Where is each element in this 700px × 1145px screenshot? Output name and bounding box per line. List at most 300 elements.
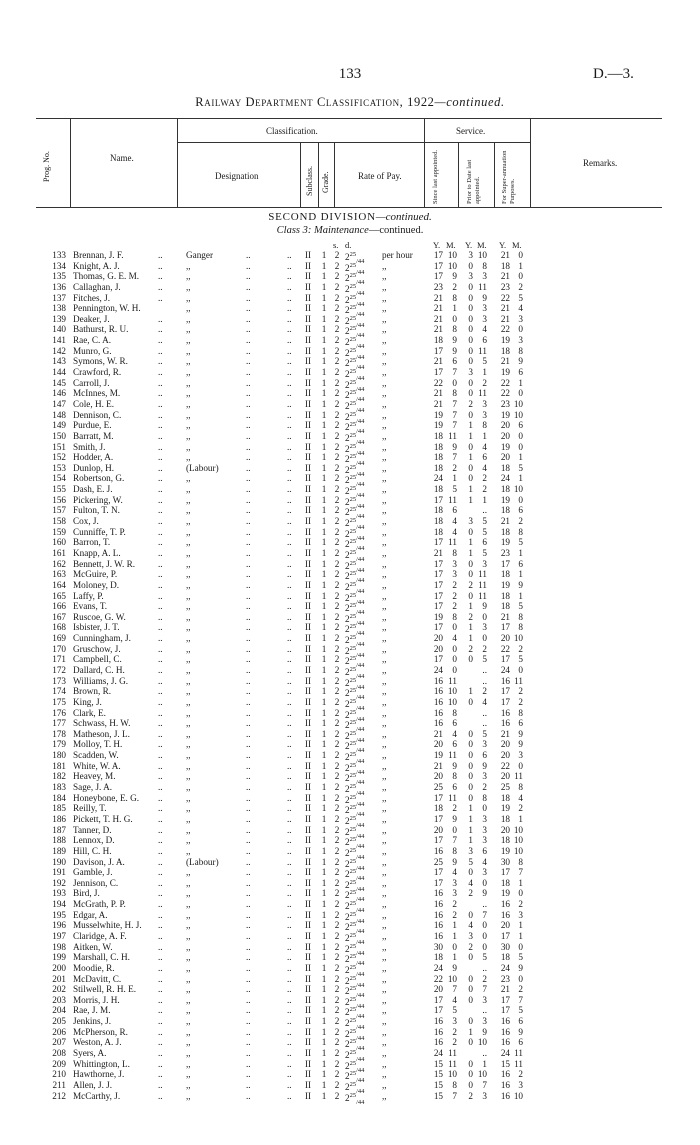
rate-pence: $2^{25}_{/44}$	[345, 910, 365, 925]
leader-dots: ..	[287, 973, 292, 984]
leader-dots: ..	[158, 835, 163, 846]
designation: ,,	[186, 718, 191, 729]
rate-period: ,,	[382, 1069, 387, 1080]
since-last-months: 1	[452, 931, 457, 941]
since-last-months: 7	[452, 1090, 457, 1101]
table-row	[0, 260, 700, 276]
prog-no: 195	[52, 909, 66, 920]
leader-dots: ..	[246, 452, 251, 463]
superannuation-months: 11	[514, 1058, 523, 1069]
unit-y2: Y.	[465, 240, 473, 250]
leader-dots: ..	[158, 760, 163, 771]
leader-dots: ..	[246, 292, 251, 303]
leader-dots: ..	[158, 579, 163, 590]
superannuation-months: 0	[518, 388, 523, 399]
rate-pence: $2^{25}_{/44}$	[345, 410, 365, 425]
leader-dots: ..	[246, 303, 251, 314]
superannuation-months: 0	[518, 494, 523, 505]
employee-name: Dallard, C. H.	[73, 664, 125, 675]
since-last-months: 8	[452, 388, 457, 399]
rate-pence: $2^{25}_{/44}$	[345, 261, 365, 276]
leader-dots: ..	[246, 579, 251, 590]
rate-shillings: 2	[334, 452, 340, 463]
rate-pence: $2^{25}_{/44}$	[345, 921, 365, 936]
leader-dots: ..	[246, 335, 251, 346]
superannuation-months: 0	[518, 324, 523, 335]
since-last-months: 8	[452, 845, 457, 856]
employee-name: Bird, J.	[73, 888, 100, 899]
leader-dots: ..	[246, 654, 251, 665]
superannuation-months: 5	[518, 952, 523, 963]
prior-years: 2	[468, 888, 473, 899]
since-last-months: 2	[452, 1037, 457, 1048]
superannuation-years: 20	[500, 771, 510, 782]
since-last-years: 20	[433, 984, 443, 995]
rate-period: ,,	[382, 1079, 387, 1090]
superannuation-months: 3	[518, 909, 523, 920]
leader-dots: ..	[158, 750, 163, 761]
leader-dots: ..	[158, 420, 163, 431]
rate-period: ,,	[382, 1090, 387, 1101]
employee-name: Evans, T.	[73, 601, 108, 612]
superannuation-years: 18	[500, 462, 510, 473]
prior-months: 9	[482, 601, 487, 612]
since-last-years: 17	[433, 994, 443, 1005]
rate-shillings: 2	[334, 1079, 340, 1090]
leader-dots: ..	[158, 952, 163, 963]
prior-months: 5	[482, 356, 487, 367]
leader-dots: ..	[158, 569, 163, 580]
since-last-months: 4	[452, 516, 457, 527]
table-body	[0, 250, 700, 1106]
superannuation-years: 19	[500, 409, 510, 420]
rate-period: ,,	[382, 941, 387, 952]
prog-no: 146	[52, 388, 66, 399]
since-last-years: 15	[433, 1090, 443, 1101]
prior-months: ..	[482, 505, 487, 516]
prog-no: 189	[52, 845, 66, 856]
since-last-months: 5	[452, 1005, 457, 1016]
leader-dots: ..	[287, 484, 292, 495]
designation: ,,	[186, 484, 191, 495]
leader-dots: ..	[287, 952, 292, 963]
leader-dots: ..	[158, 771, 163, 782]
since-last-months: 9	[452, 441, 457, 452]
rate-pence: $2^{25}_{/44}$	[345, 251, 365, 265]
prog-no: 169	[52, 633, 66, 644]
prior-months: 2	[482, 484, 487, 495]
prior-years: 0	[468, 973, 473, 984]
class-label: Class 3:	[276, 225, 312, 236]
leader-dots: ..	[287, 473, 292, 484]
designation: ,,	[186, 398, 191, 409]
superannuation-years: 18	[500, 601, 510, 612]
designation: ,,	[186, 1037, 191, 1048]
prior-months: 10	[477, 250, 487, 260]
prog-no: 148	[52, 409, 66, 420]
superannuation-months: 1	[518, 547, 523, 558]
superannuation-months: 1	[518, 931, 523, 941]
superannuation-months: 2	[518, 899, 523, 910]
superannuation-months: 10	[513, 1090, 523, 1101]
leader-dots: ..	[158, 537, 163, 548]
prior-years: 0	[468, 473, 473, 484]
table-row	[0, 473, 700, 489]
table-row	[0, 728, 700, 744]
grade: 1	[321, 526, 327, 537]
prog-no: 200	[52, 962, 66, 973]
designation: ,,	[186, 420, 191, 431]
prog-no: 142	[52, 345, 66, 356]
prog-no: 153	[52, 462, 66, 473]
rate-shillings: 2	[334, 803, 340, 814]
subclass: II	[304, 537, 312, 548]
prog-no: 194	[52, 899, 66, 910]
grade: 1	[321, 281, 327, 292]
table-row	[0, 526, 700, 542]
leader-dots: ..	[287, 441, 292, 452]
unit-m3: M.	[512, 240, 522, 250]
rate-pence: $2^{25}_{/44}$	[345, 761, 365, 776]
prior-months: 5	[482, 547, 487, 558]
leader-dots: ..	[158, 505, 163, 516]
prior-years: 0	[468, 335, 473, 346]
subclass: II	[304, 335, 312, 346]
superannuation-years: 21	[500, 356, 510, 367]
prior-months: 8	[482, 260, 487, 271]
rate-pence: $2^{25}_{/44}$	[345, 751, 365, 765]
leader-dots: ..	[246, 430, 251, 441]
leader-dots: ..	[246, 888, 251, 899]
table-row	[0, 888, 700, 904]
unit-s: s.	[333, 240, 339, 250]
leader-dots: ..	[287, 1048, 292, 1059]
employee-name: Barron, T.	[73, 537, 111, 548]
rate-period: ,,	[382, 973, 387, 984]
grade: 1	[321, 398, 327, 409]
designation: ,,	[186, 760, 191, 771]
designation: ,,	[186, 728, 191, 739]
subclass: II	[304, 377, 312, 388]
subclass: II	[304, 899, 312, 910]
leader-dots: ..	[158, 728, 163, 739]
leader-dots: ..	[158, 526, 163, 537]
employee-name: Marshall, C. H.	[73, 952, 130, 963]
employee-name: Barratt, M.	[73, 430, 114, 441]
superannuation-years: 20	[500, 633, 510, 644]
superannuation-months: 7	[518, 867, 523, 878]
prior-months: 2	[482, 643, 487, 654]
since-last-years: 16	[433, 1037, 443, 1048]
prog-no: 179	[52, 739, 66, 750]
since-last-years: 17	[433, 792, 443, 803]
since-last-years: 25	[433, 856, 443, 867]
subclass: II	[304, 782, 312, 793]
subclass: II	[304, 739, 312, 750]
rate-period: ,,	[382, 728, 387, 739]
prior-years: 0	[468, 345, 473, 356]
since-last-years: 16	[433, 686, 443, 697]
employee-name: Laffy, P.	[73, 590, 104, 601]
rate-shillings: 2	[334, 537, 340, 548]
superannuation-months: 1	[518, 590, 523, 601]
superannuation-months: 2	[518, 516, 523, 527]
rate-shillings: 2	[334, 271, 340, 282]
since-last-months: 4	[452, 867, 457, 878]
leader-dots: ..	[287, 462, 292, 473]
employee-name: White, W. A.	[73, 760, 121, 771]
rate-shillings: 2	[334, 654, 340, 665]
superannuation-years: 16	[500, 718, 510, 729]
leader-dots: ..	[287, 920, 292, 931]
since-last-years: 16	[433, 718, 443, 729]
since-last-months: 0	[452, 941, 457, 952]
leader-dots: ..	[287, 994, 292, 1005]
grade: 1	[321, 484, 327, 495]
superannuation-years: 23	[500, 973, 510, 984]
superannuation-years: 19	[500, 537, 510, 548]
prior-years: 0	[468, 1079, 473, 1090]
rate-period: ,,	[382, 654, 387, 665]
designation: ,,	[186, 696, 191, 707]
employee-name: Bathurst, R. U.	[73, 324, 129, 335]
prior-years: 0	[468, 303, 473, 314]
leader-dots: ..	[158, 941, 163, 952]
rate-shillings: 2	[334, 792, 340, 803]
prior-years: 1	[468, 420, 473, 431]
rate-period: ,,	[382, 335, 387, 346]
rate-pence: $2^{25}_{/44}$	[345, 1006, 365, 1021]
prog-no: 159	[52, 526, 66, 537]
rate-pence: $2^{25}_{/44}$	[345, 389, 365, 404]
leader-dots: ..	[287, 899, 292, 910]
superannuation-years: 25	[500, 782, 510, 793]
grade: 1	[321, 803, 327, 814]
table-row	[0, 1058, 700, 1074]
rate-pence: $2^{25}_{/44}$	[345, 304, 365, 319]
since-last-months: 6	[452, 505, 457, 516]
subclass: II	[304, 984, 312, 995]
employee-name: Molloy, T. H.	[73, 739, 123, 750]
designation: ,,	[186, 611, 191, 622]
prior-years: 4	[468, 920, 473, 931]
grade: 1	[321, 813, 327, 824]
rate-shillings: 2	[334, 707, 340, 718]
since-last-months: 2	[452, 803, 457, 814]
table-row	[0, 909, 700, 925]
rate-shillings: 2	[334, 494, 340, 505]
superannuation-months: 0	[518, 888, 523, 899]
rate-period: ,,	[382, 867, 387, 878]
prior-years: 1	[468, 601, 473, 612]
rate-period: ,,	[382, 877, 387, 888]
since-last-years: 18	[433, 462, 443, 473]
leader-dots: ..	[158, 739, 163, 750]
table-header	[0, 118, 700, 208]
since-last-months: 7	[452, 452, 457, 463]
rate-shillings: 2	[334, 1058, 340, 1069]
superannuation-months: 6	[518, 1016, 523, 1027]
leader-dots: ..	[246, 1026, 251, 1037]
rate-shillings: 2	[334, 835, 340, 846]
designation: ,,	[186, 782, 191, 793]
since-last-years: 21	[433, 324, 443, 335]
superannuation-months: 1	[518, 452, 523, 463]
rate-shillings: 2	[334, 260, 340, 271]
prior-years: 3	[468, 250, 473, 260]
superannuation-months: 10	[513, 484, 523, 495]
superannuation-years: 21	[500, 303, 510, 314]
prog-no: 197	[52, 931, 66, 941]
rate-pence: $2^{25}_{/44}$	[345, 559, 365, 574]
leader-dots: ..	[158, 1016, 163, 1027]
superannuation-years: 19	[500, 367, 510, 378]
superannuation-months: 8	[518, 707, 523, 718]
superannuation-years: 22	[500, 292, 510, 303]
rate-period: ,,	[382, 845, 387, 856]
prior-years: 5	[468, 856, 473, 867]
superannuation-months: 6	[518, 367, 523, 378]
title-text: Railway Department Classification, 1922	[195, 95, 435, 109]
since-last-months: 4	[452, 994, 457, 1005]
rate-period: ,,	[382, 739, 387, 750]
superannuation-years: 18	[500, 792, 510, 803]
rate-period: ,,	[382, 505, 387, 516]
grade: 1	[321, 962, 327, 973]
since-last-months: 9	[452, 335, 457, 346]
leader-dots: ..	[287, 1058, 292, 1069]
subclass: II	[304, 494, 312, 505]
leader-dots: ..	[287, 760, 292, 771]
prior-years: 3	[468, 271, 473, 282]
employee-name: Musselwhite, H. J.	[73, 920, 142, 931]
superannuation-years: 18	[500, 260, 510, 271]
leader-dots: ..	[287, 707, 292, 718]
employee-name: Hodder, A.	[73, 452, 114, 463]
employee-name: Brown, R.	[73, 686, 112, 697]
superannuation-years: 18	[500, 526, 510, 537]
leader-dots: ..	[246, 569, 251, 580]
prog-no-header: Prog. No.	[42, 151, 51, 182]
leader-dots: ..	[287, 1069, 292, 1080]
rate-pence: $2^{25}_{/44}$	[345, 591, 365, 606]
subclass: II	[304, 345, 312, 356]
since-last-months: 2	[452, 579, 457, 590]
designation: ,,	[186, 388, 191, 399]
designation: ,,	[186, 558, 191, 569]
employee-name: Gruschow, J.	[73, 643, 121, 654]
since-last-months: 2	[452, 899, 457, 910]
leader-dots: ..	[246, 516, 251, 527]
grade: 1	[321, 335, 327, 346]
rate-shillings: 2	[334, 877, 340, 888]
designation: ,,	[186, 984, 191, 995]
leader-dots: ..	[246, 1058, 251, 1069]
rate-pence: $2^{25}_{/44}$	[345, 495, 365, 510]
superannuation-years: 18	[500, 505, 510, 516]
table-row	[0, 1090, 700, 1106]
superannuation-months: 9	[518, 356, 523, 367]
rate-pence: $2^{25}_{/44}$	[345, 602, 365, 617]
since-last-months: 0	[452, 313, 457, 324]
section-heading	[0, 211, 700, 223]
rate-period: ,,	[382, 782, 387, 793]
rate-period: ,,	[382, 452, 387, 463]
prior-months: 1	[482, 367, 487, 378]
superannuation-years: 23	[500, 547, 510, 558]
designation: ,,	[186, 622, 191, 633]
since-last-years: 16	[433, 931, 443, 941]
employee-name: Hill, C. H.	[73, 845, 112, 856]
leader-dots: ..	[158, 271, 163, 282]
subclass: II	[304, 867, 312, 878]
rate-period: ,,	[382, 1026, 387, 1037]
prog-no: 180	[52, 750, 66, 761]
rate-shillings: 2	[334, 388, 340, 399]
leader-dots: ..	[287, 313, 292, 324]
prior-years: 3	[468, 367, 473, 378]
leader-dots: ..	[246, 1005, 251, 1016]
leader-dots: ..	[246, 622, 251, 633]
rate-pence: $2^{25}_{/44}$	[345, 346, 365, 361]
grade: 1	[321, 941, 327, 952]
table-row	[0, 633, 700, 648]
rate-pence: $2^{25}_{/44}$	[345, 814, 365, 829]
leader-dots: ..	[287, 430, 292, 441]
superannuation-months: 1	[518, 920, 523, 931]
prior-years: 1	[468, 835, 473, 846]
designation: ,,	[186, 803, 191, 814]
designation: ,,	[186, 579, 191, 590]
grade: 1	[321, 250, 327, 260]
leader-dots: ..	[287, 728, 292, 739]
since-last-months: 9	[452, 962, 457, 973]
prog-no: 137	[52, 292, 66, 303]
employee-name: McCarthy, J.	[73, 1090, 121, 1101]
grade: 1	[321, 260, 327, 271]
designation: ,,	[186, 590, 191, 601]
prior-months: 6	[482, 537, 487, 548]
since-last-months: 9	[452, 271, 457, 282]
rate-period: ,,	[382, 909, 387, 920]
leader-dots: ..	[287, 909, 292, 920]
rate-pence: $2^{25}_{/44}$	[345, 570, 365, 585]
rate-shillings: 2	[334, 813, 340, 824]
prior-months: 3	[482, 558, 487, 569]
employee-name: Carroll, J.	[73, 377, 110, 388]
leader-dots: ..	[287, 611, 292, 622]
leader-dots: ..	[246, 696, 251, 707]
prior-years: 1	[468, 824, 473, 835]
grade: 1	[321, 452, 327, 463]
employee-name: Rae, C. A.	[73, 335, 112, 346]
rate-period: ,,	[382, 420, 387, 431]
table-row	[0, 356, 700, 372]
leader-dots: ..	[287, 547, 292, 558]
prog-no: 170	[52, 643, 66, 654]
superannuation-months: 9	[518, 579, 523, 590]
designation: ,,	[186, 952, 191, 963]
subclass: II	[304, 441, 312, 452]
prior-months: 4	[482, 441, 487, 452]
table-row	[0, 845, 700, 861]
employee-name: Lennox, D.	[73, 835, 115, 846]
designation: ,,	[186, 962, 191, 973]
prior-years: 2	[468, 1090, 473, 1101]
prior-years: 2	[468, 643, 473, 654]
designation: ,,	[186, 1090, 191, 1101]
prog-no: 177	[52, 718, 66, 729]
